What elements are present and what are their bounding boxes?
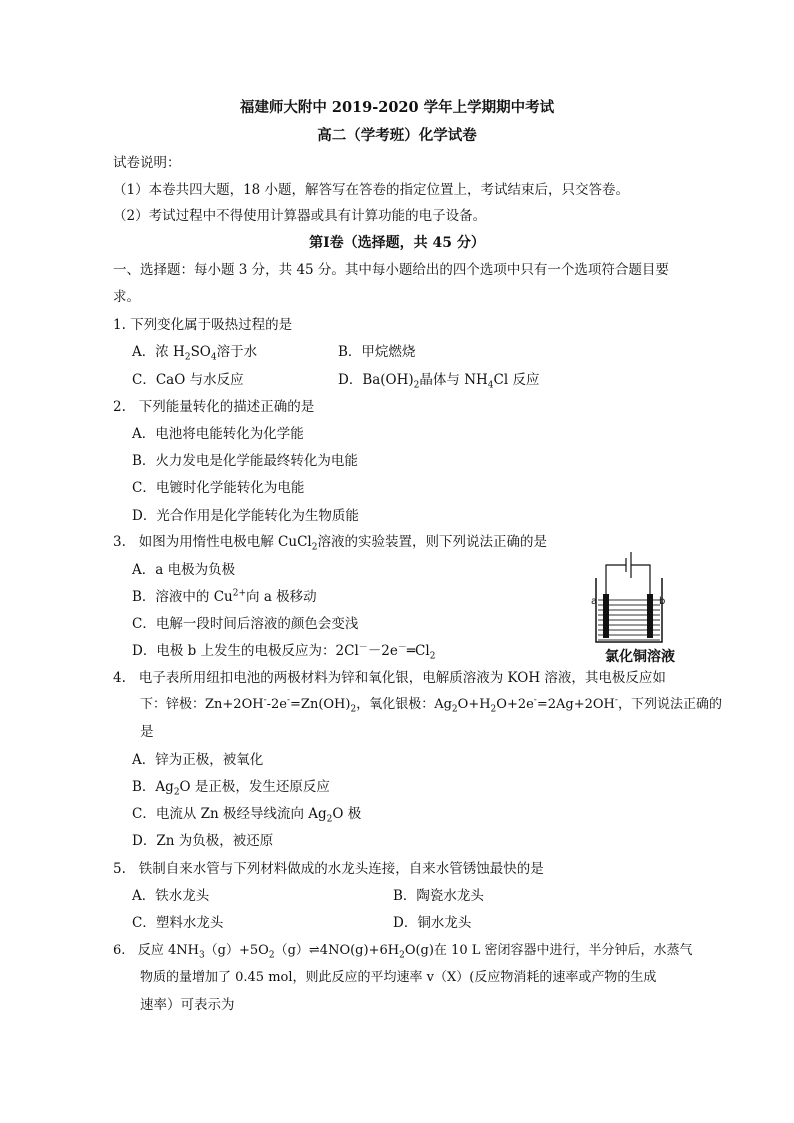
q4-option-b: B．$Ag_2O$ 是正极，发生还原反应: [132, 779, 330, 798]
q4-option-d: D．Zn 为负极，被还原: [132, 833, 274, 849]
q4-number: 4.: [113, 670, 126, 686]
q4-stem-line2: 下：锌极：$Zn+2OH^--2e^-=Zn(OH)_2$，氧化银极：$Ag_2O+H_2O+2e^-=2Ag+2OH^-$，下列说法正确的: [140, 695, 722, 715]
q4-stem-line1: 4. 电子表所用纽扣电池的两极材料为锌和氧化银，电解质溶液为 KOH 溶液，其电极反应如: [113, 670, 666, 686]
part1-title: 第Ⅰ卷（选择题，共 45 分）: [309, 235, 485, 251]
q6-stem-line3: 速率）可表示为: [140, 997, 235, 1013]
q3-stem: 3. 如图为用惰性电极电解 CuCl$_2$溶液的实验装置，则下列说法正确的是: [113, 534, 547, 553]
q1-option-a: A．浓 $H_2SO_4$溶于水: [132, 344, 258, 363]
q5-option-c: C．塑料水龙头: [132, 915, 224, 931]
q6-stem-line2: 物质的量增加了 0.45 mol，则此反应的平均速率 v（X）(反应物消耗的速率或产物的生成: [140, 970, 657, 985]
q1-number: 1.: [113, 317, 126, 333]
q3-number: 3.: [113, 534, 126, 550]
q5-option-a: A．铁水龙头: [132, 888, 210, 904]
q2-option-a: A．电池将电能转化为化学能: [132, 426, 304, 442]
electrode-label-b: b: [659, 596, 666, 607]
q2-stem-text: 下列能量转化的描述正确的是: [138, 399, 315, 415]
q1-option-b: B．甲烷燃烧: [338, 344, 416, 360]
electrode-label-a: a: [591, 596, 598, 607]
q2-stem: [113, 397, 314, 417]
electrolysis-cell-figure: [588, 548, 688, 666]
electrolysis-cell-diagram: [588, 548, 688, 648]
q3-option-d: D．电极 b 上发生的电极反应为：$2Cl^--2e^-═Cl_2$: [132, 642, 436, 662]
q5-option-b: B．陶瓷水龙头: [393, 888, 484, 904]
q3-option-b: B．溶液中的 $Cu^{2+}$向 a 极移动: [132, 588, 317, 605]
exam-subtitle: 高二（学考班）化学试卷: [317, 127, 477, 144]
q1-option-c: C．CaO 与水反应: [132, 372, 244, 388]
q4-option-a: A．锌为正极，被氧化: [132, 752, 264, 768]
part1-intro-line1: 一、选择题：每小题 3 分，共 45 分。其中每小题给出的四个选项中只有一个选项符合题目要: [113, 262, 669, 278]
q3-option-c: C．电解一段时间后溶液的颜色会变浅: [132, 616, 359, 632]
q4-stem-line3: 是: [140, 724, 154, 740]
q2-option-b: B．火力发电是化学能最终转化为电能: [132, 453, 358, 469]
part1-intro-line2: 求。: [113, 289, 140, 305]
q1-stem: [113, 315, 292, 335]
exam-title: 福建师大附中 2019-2020 学年上学期期中考试: [239, 99, 555, 116]
q1-stem-text: 下列变化属于吸热过程的是: [130, 317, 293, 333]
q2-number: 2.: [113, 399, 126, 415]
q5-number: 5.: [113, 861, 126, 877]
q5-option-d: D．铜水龙头: [393, 915, 472, 931]
q2-option-d: D．光合作用是化学能转化为生物质能: [132, 508, 359, 524]
q6-stem-line1: 6. 反应 $4NH_3(g)+5O_2(g)\rightleftharpoons 4NO(g)+6H_2O(g)$在 10 L 密闭容器中进行，半分钟后，水蒸气: [113, 943, 693, 961]
instruction-item-2: （2）考试过程中不得使用计算器或具有计算功能的电子设备。: [113, 208, 487, 224]
instruction-item-1: （1）本卷共四大题，18 小题，解答写在答卷的指定位置上，考试结束后，只交答卷。: [113, 182, 630, 198]
q4-option-c: C．电流从 Zn 极经导线流向 $Ag_2O$ 极: [132, 806, 362, 825]
q5-stem: 5. 铁制自来水管与下列材料做成的水龙头连接，自来水管锈蚀最快的是: [113, 861, 544, 877]
q3-option-a: A．a 电极为负极: [132, 562, 236, 578]
q2-option-c: C．电镀时化学能转化为电能: [132, 480, 305, 496]
q6-number: 6.: [113, 943, 126, 958]
q1-option-d: D．$Ba(OH)_2$晶体与 $NH_4Cl$ 反应: [338, 372, 540, 391]
figure-caption: 氯化铜溶液: [605, 649, 675, 665]
instructions-heading: 试卷说明：: [113, 155, 181, 171]
equilibrium-arrow-icon: ⇌: [308, 943, 320, 958]
